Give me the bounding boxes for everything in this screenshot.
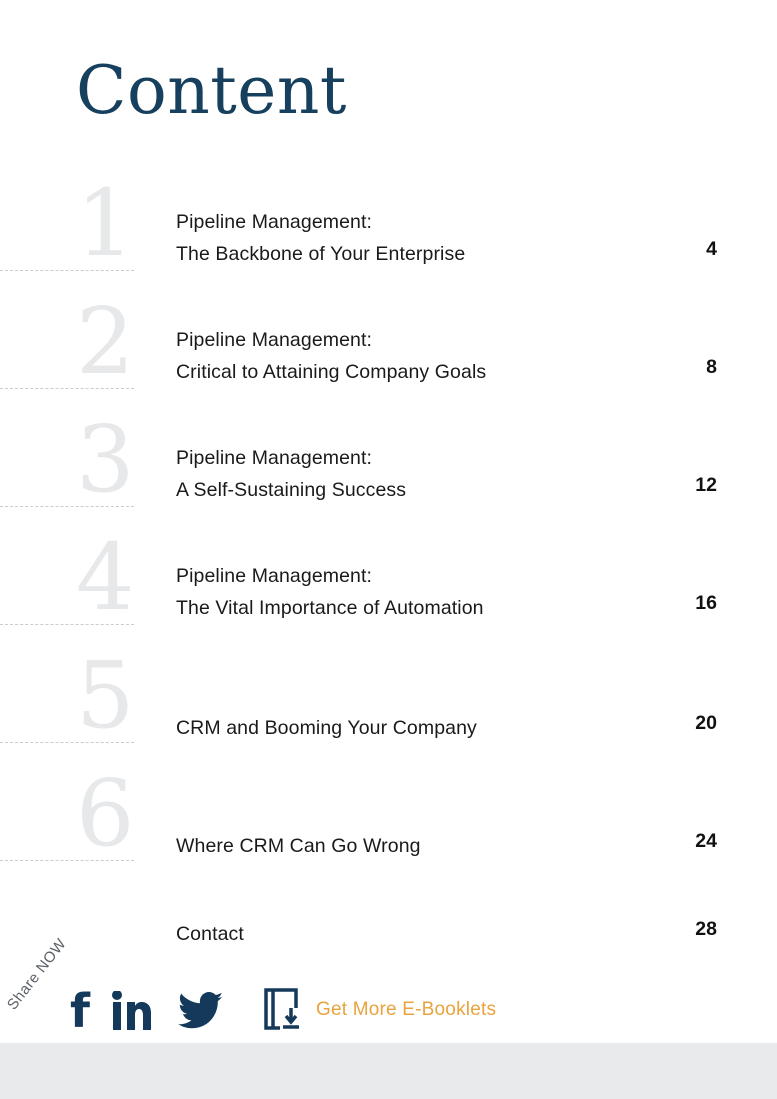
get-more-ebooklets-label: Get More E-Booklets <box>316 999 497 1020</box>
toc-divider <box>0 388 134 389</box>
toc-divider <box>0 742 134 743</box>
toc-entry-line1: Pipeline Management: <box>176 565 373 587</box>
toc-divider <box>0 506 134 507</box>
facebook-icon[interactable]: f <box>70 984 91 1038</box>
toc-entry[interactable] <box>0 524 777 642</box>
twitter-icon[interactable] <box>178 991 224 1031</box>
toc-entry-number: 5 <box>76 642 135 749</box>
social-share-row <box>70 984 224 1038</box>
toc-entry-number: 3 <box>76 406 135 513</box>
footer-bar <box>0 1043 777 1099</box>
toc-entry-line2: Where CRM Can Go Wrong <box>176 835 421 857</box>
toc-entry-text <box>176 206 716 270</box>
toc-entry-page-number: 20 <box>695 712 717 734</box>
toc-entry-line1: Pipeline Management: <box>176 211 373 233</box>
toc-entry-text <box>176 324 716 388</box>
toc-entry-text <box>176 442 716 506</box>
toc-entry-number: 2 <box>76 288 135 395</box>
toc-divider <box>0 270 134 271</box>
toc-divider <box>0 624 134 625</box>
page-title: Content <box>76 52 347 129</box>
toc-entry-line2: The Vital Importance of Automation <box>176 597 484 619</box>
toc-entry[interactable] <box>0 170 777 288</box>
toc-entry-line2: The Backbone of Your Enterprise <box>176 243 466 265</box>
toc-entry-text <box>176 830 716 862</box>
download-booklet-icon <box>264 988 304 1032</box>
toc-entry-number: 4 <box>76 524 135 631</box>
toc-entry-text <box>176 918 716 950</box>
table-of-contents <box>0 170 777 968</box>
toc-entry-page-number: 28 <box>695 918 717 940</box>
toc-entry-page-number: 16 <box>695 592 717 614</box>
share-now-text: Share NOW <box>3 935 70 1014</box>
toc-entry[interactable] <box>0 406 777 524</box>
toc-entry-line2: CRM and Booming Your Company <box>176 717 477 739</box>
toc-entry-page-number: 12 <box>695 474 717 496</box>
toc-entry[interactable] <box>0 288 777 406</box>
toc-entry-page-number: 24 <box>695 830 717 852</box>
toc-entry-page-number: 8 <box>706 356 717 378</box>
toc-entry-line2: Critical to Attaining Company Goals <box>176 361 487 383</box>
toc-entry-line2: A Self-Sustaining Success <box>176 479 407 501</box>
toc-entry-number: 6 <box>76 760 135 867</box>
toc-entry-page-number: 4 <box>706 238 717 260</box>
toc-entry-contact[interactable] <box>0 878 777 968</box>
toc-entry-text <box>176 712 716 744</box>
toc-entry-line2: Contact <box>176 923 244 945</box>
toc-entry-line1: Pipeline Management: <box>176 447 373 469</box>
toc-entry-text <box>176 560 716 624</box>
linkedin-icon[interactable] <box>112 991 156 1031</box>
get-more-ebooklets-link[interactable] <box>264 988 496 1032</box>
toc-entry[interactable] <box>0 760 777 878</box>
toc-entry[interactable] <box>0 642 777 760</box>
toc-entry-line1: Pipeline Management: <box>176 329 373 351</box>
toc-divider <box>0 860 134 861</box>
toc-entry-number: 1 <box>76 170 135 277</box>
